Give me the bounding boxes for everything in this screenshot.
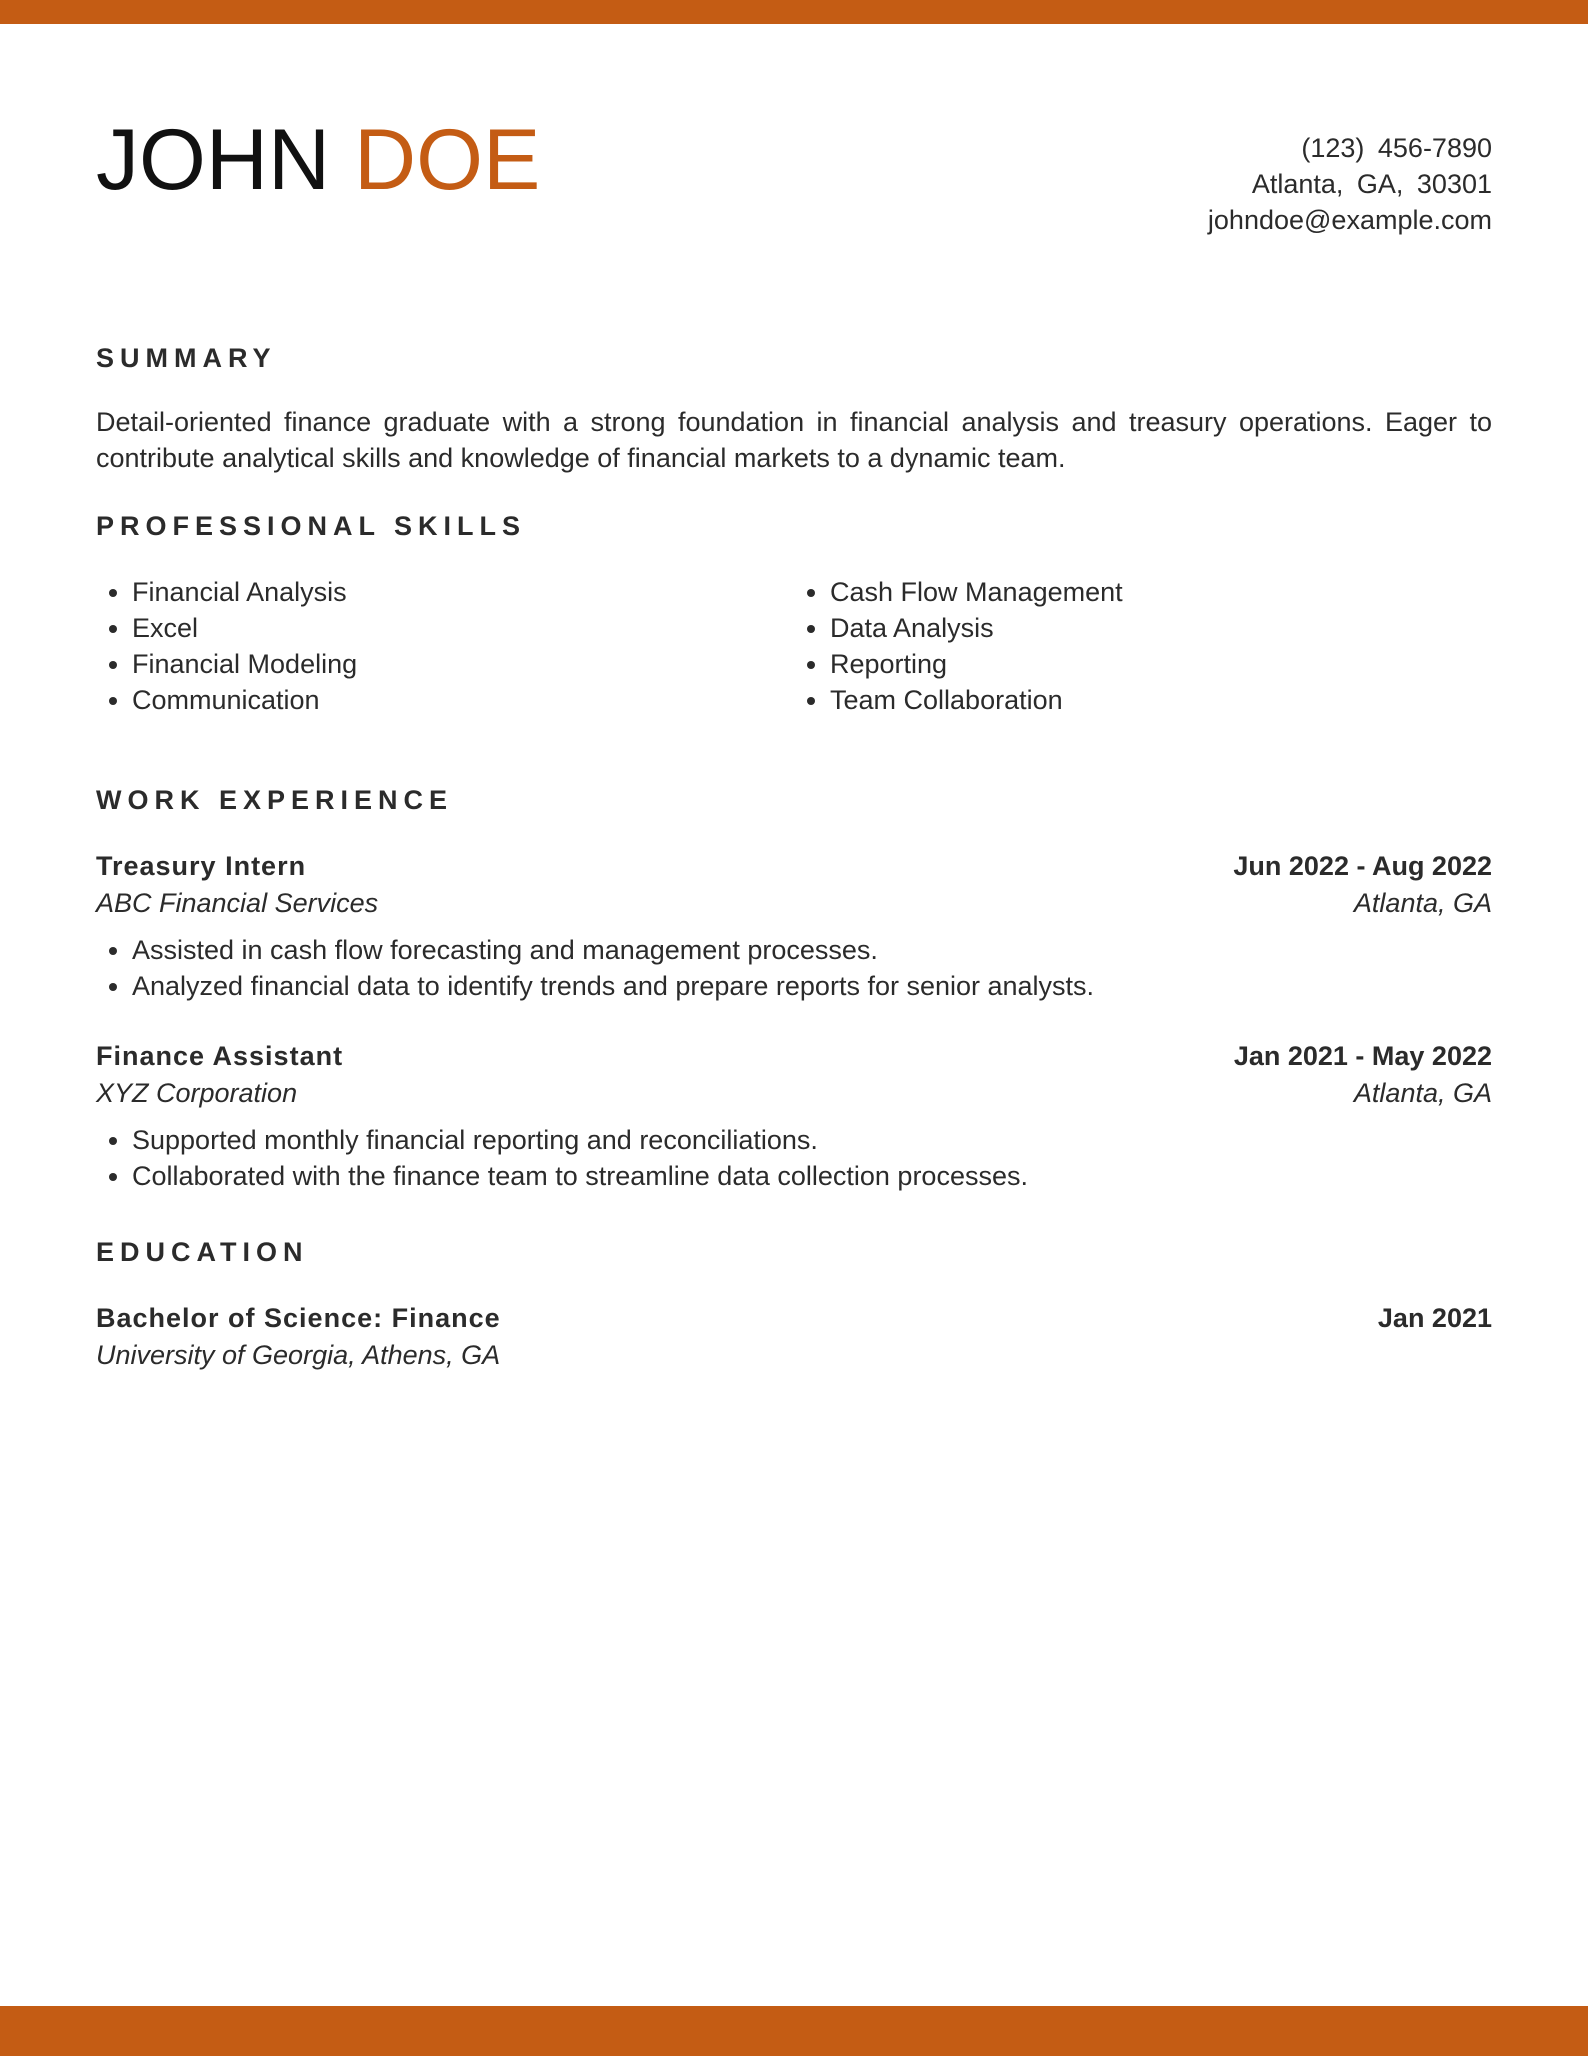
phone-number: (123) 456-7890 bbox=[1301, 133, 1492, 163]
summary-text: Detail-oriented finance graduate with a strong foundation in financial analysis and treasury operations. Eager to contribute analytical skills and knowledge of financial markets to a dynamic team. bbox=[96, 407, 1492, 473]
last-name: DOE bbox=[354, 112, 541, 208]
skill-item: • Reporting bbox=[830, 646, 1123, 682]
job-bullets bbox=[96, 932, 1492, 1004]
job-bullet: • Supported monthly financial reporting and reconciliations. bbox=[132, 1122, 1492, 1158]
skill-item: • Excel bbox=[132, 610, 357, 646]
job-title: Treasury Intern bbox=[96, 851, 307, 881]
skills-heading: PROFESSIONAL SKILLS bbox=[96, 511, 527, 541]
education-entry bbox=[96, 1300, 1492, 1374]
job-company-row bbox=[96, 885, 1492, 922]
skill-item: • Financial Analysis bbox=[132, 574, 357, 610]
job-entry bbox=[96, 1038, 1492, 1194]
experience-heading: WORK EXPERIENCE bbox=[96, 785, 454, 815]
job-bullet: • Collaborated with the finance team to streamline data collection processes. bbox=[132, 1158, 1492, 1194]
skills-column-left bbox=[96, 574, 357, 718]
skill-item: • Data Analysis bbox=[830, 610, 1123, 646]
job-dates: Jun 2022 - Aug 2022 bbox=[1233, 851, 1492, 881]
top-accent-bar bbox=[0, 0, 1588, 24]
contact-info bbox=[1208, 130, 1492, 238]
job-location: Atlanta, GA bbox=[1353, 1078, 1492, 1108]
skill-item: • Cash Flow Management bbox=[830, 574, 1123, 610]
skill-item: • Financial Modeling bbox=[132, 646, 357, 682]
job-entry bbox=[96, 848, 1492, 1004]
resume-header bbox=[96, 110, 1492, 250]
address: Atlanta, GA, 30301 bbox=[1251, 169, 1492, 199]
job-location: Atlanta, GA bbox=[1353, 888, 1492, 918]
bottom-accent-bar bbox=[0, 2006, 1588, 2056]
job-header-row bbox=[96, 848, 1492, 885]
email-address: johndoe@example.com bbox=[1207, 205, 1492, 235]
skills-column-right bbox=[794, 574, 1123, 718]
job-bullets bbox=[96, 1122, 1492, 1194]
job-dates: Jan 2021 - May 2022 bbox=[1233, 1041, 1492, 1071]
job-company: ABC Financial Services bbox=[96, 888, 379, 918]
job-company-row bbox=[96, 1075, 1492, 1112]
education-school-row bbox=[96, 1337, 1492, 1374]
job-bullet: • Analyzed financial data to identify trends and prepare reports for senior analysts. bbox=[132, 968, 1492, 1004]
full-name bbox=[96, 110, 540, 210]
education-heading: EDUCATION bbox=[96, 1237, 309, 1267]
skill-item: • Communication bbox=[132, 682, 357, 718]
education-header-row bbox=[96, 1300, 1492, 1337]
job-bullet: • Assisted in cash flow forecasting and management processes. bbox=[132, 932, 1492, 968]
skill-item: • Team Collaboration bbox=[830, 682, 1123, 718]
graduation-date: Jan 2021 bbox=[1377, 1303, 1492, 1333]
first-name: JOHN bbox=[96, 112, 331, 208]
school: University of Georgia, Athens, GA bbox=[96, 1340, 501, 1370]
summary-heading: SUMMARY bbox=[96, 343, 277, 373]
job-company: XYZ Corporation bbox=[96, 1078, 298, 1108]
job-title: Finance Assistant bbox=[96, 1041, 344, 1071]
degree: Bachelor of Science: Finance bbox=[96, 1303, 501, 1333]
job-header-row bbox=[96, 1038, 1492, 1075]
